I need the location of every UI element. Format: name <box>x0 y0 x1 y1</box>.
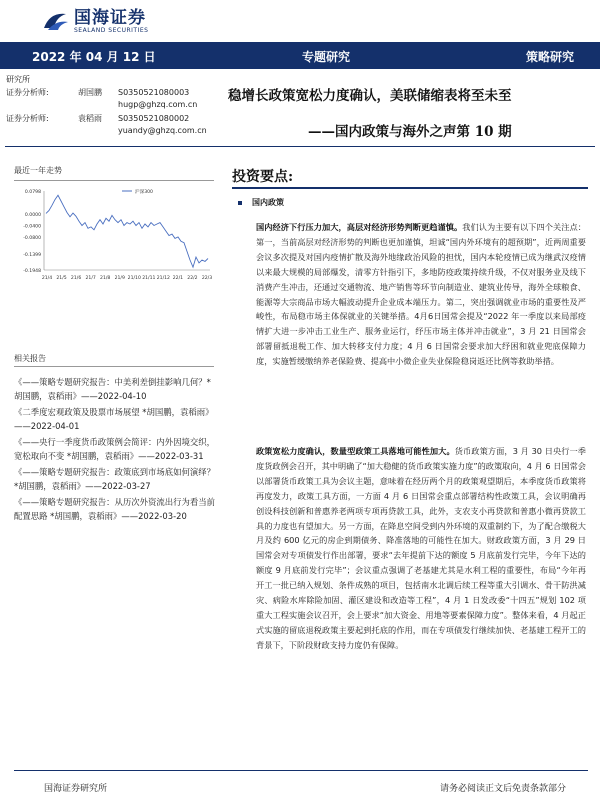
divider <box>14 770 588 771</box>
x-tick-label: 21/7 <box>85 276 96 281</box>
paragraph-1 <box>256 220 586 369</box>
x-tick-label: 22/1 <box>172 276 184 281</box>
x-tick-label: 21/11 <box>142 276 156 281</box>
related-report-item[interactable]: 《——策略专题研究报告：政策底到市场底如何演绎？*胡国鹏，袁稻雨》——2022-03-27 <box>14 467 215 491</box>
x-tick-label: 22/3 <box>201 276 213 281</box>
analyst-label: 证券分析师: <box>6 114 49 123</box>
bullet-square-icon <box>238 201 242 205</box>
analyst-email[interactable]: yuandy@ghzq.com.cn <box>118 126 207 135</box>
analyst-label: 证券分析师: <box>6 88 49 97</box>
analyst-cert: S0350521080003 <box>118 88 190 97</box>
x-tick-label: 22/2 <box>187 276 198 281</box>
analyst-cert: S0350521080002 <box>118 114 190 123</box>
y-tick-label: 0.0000 <box>24 212 41 218</box>
section-title: 国内政策 <box>252 198 284 207</box>
x-tick-label: 21/12 <box>156 276 170 281</box>
report-type: 专题研究 <box>302 50 351 64</box>
x-tick-label: 21/10 <box>127 276 141 281</box>
analyst-email[interactable]: hugp@ghzq.com.cn <box>118 100 198 109</box>
paragraph-text: 我们认为主要有以下四个关注点：第一，当前高层对经济形势的判断也更加谨慎，坦诚“国内外环境有的超预期”，近两周重要会议多次提及对国内疫情扩散及海外地缘政治风险的担忧，国内本轮疫情已成为继武汉疫情以来最大规模的局部爆发，清零方针指引下，多地防疫政策持续升级，不仅对服务业及线下消费产生冲击，还通过交通物流、地产销售等环节向制造业、建筑业传导，海外全球粮食、能源等大宗商品市场大幅波动提升企业成本端压力。第二，突出强调就业市场的重要性及严峻性，布局稳市场主体保就业的关键举措。4月6日国常会提及“2022 年一季度以来局部疫情扩大进一步冲击工业生产、服务业运行，纾压市场主体并冲击就业”，3 月 21 日国常会部署留抵退税工作、加大转移支付力度；4 月 6 日国常会要求加大纾困和就业兜底保障力度，实施暂缓缴纳养老保险费、提高中小微企业失业保险稳岗返还比例等救助举措。 <box>256 222 586 367</box>
company-logo <box>40 8 148 34</box>
logo-name: 国海证券 <box>74 7 146 28</box>
institute-label: 研究所 <box>6 75 30 84</box>
legend-label: 沪深300 <box>135 190 153 195</box>
report-title: 稳增长政策宽松力度确认，美联储缩表将至未至 <box>228 88 512 104</box>
footer-disclaimer: 请务必阅读正文后免责条款部分 <box>440 784 567 794</box>
analyst-name: 袁稻雨 <box>78 114 102 123</box>
divider <box>5 146 595 147</box>
report-category: 策略研究 <box>526 50 575 64</box>
x-tick-label: 21/6 <box>70 276 82 281</box>
paragraph-2 <box>256 444 586 653</box>
series-line <box>46 195 208 267</box>
related-report-item[interactable]: 《二季度宏观政策及股票市场展望 *胡国鹏，袁稻雨》——2022-04-01 <box>14 407 214 431</box>
related-report-item[interactable]: 《——策略专题研究报告：中美利差倒挂影响几何？*胡国鹏，袁稻雨》——2022-04-10 <box>14 377 211 401</box>
footer-institute: 国海证券研究所 <box>44 784 108 794</box>
analyst-1 <box>6 87 221 99</box>
section-heading <box>238 197 284 208</box>
y-tick-label: -0.1399 <box>23 253 41 259</box>
paragraph-text: 货币政策方面，3 月 30 日央行一季度货政例会召开，其中明确了“加大稳健的货币政策实施力度”的政策取向，4 月 6 日国常会以部署货币政策工具为会议主题，意味着在经历两个月的政策观望期后，本季度货币政策将再度发力，政策工具方面，一方面 4 月 6 日国常会重点部署结构性政策工具，会议明确再创设科技创新和普惠养老两项专项再贷款工具，此外，支农支小再贷款和普惠小微再贷款工具的力度也有望加大。另一方面，在降息空间受到内外环境的双重制约下，为了配合缴税大月及约 600 亿元的房企到期债务、降准落地的可能性在加大。财政政策方面，3 月 29 日国常会对专项债发行作出部署，要求“去年提前下达的额度 5 月底前发行完毕，今年下达的额度 9 月底前发行完毕”；会议重点强调了老基建尤其是水利工程的重要性，布局“今年再开工一批已纳入规划、条件成熟的项目，包括南水北调后续工程等重大引调水、骨干防洪减灾、病险水库除险加固、灌区建设和改造等工程”，4 月 1 日发改委“十四五”规划 102 项重大工程实施会议召开，会上要求“加大资金、用地等要素保障力度”。整体来看，4 月起正式实施的留底退税政策主要起到托底的作用，而在专项债发行继续加快、老基建工程开工的背景下，下阶段财政支持力度仍有保障。 <box>256 446 586 650</box>
sealand-logo-icon <box>40 8 70 34</box>
x-tick-label: 21/5 <box>56 276 67 281</box>
y-tick-label: -0.0800 <box>23 235 41 241</box>
divider <box>232 187 588 189</box>
analyst-2 <box>6 113 221 125</box>
x-tick-label: 21/4 <box>41 276 53 281</box>
x-tick-label: 21/8 <box>100 276 111 281</box>
y-tick-label: 0.0798 <box>24 190 41 195</box>
y-tick-label: -0.0400 <box>23 224 41 230</box>
related-report-item[interactable]: 《——央行一季度货币政策例会简评：内外因境交织，宽松取向不变 *胡国鹏，袁稻雨》——2022-03-31 <box>14 437 215 461</box>
report-subtitle: ——国内政策与海外之声第 10 期 <box>308 124 512 140</box>
divider <box>14 180 214 181</box>
x-tick-label: 21/9 <box>114 276 125 281</box>
related-reports-title: 相关报告 <box>14 354 46 363</box>
paragraph-lead: 国内经济下行压力加大，高层对经济形势判断更趋谨慎。 <box>256 222 463 232</box>
report-date: 2022 年 04 月 12 日 <box>32 50 156 64</box>
related-report-item[interactable]: 《——策略专题研究报告：从历次外资流出行为看当前配置思路 *胡国鹏，袁稻雨》——2022-03-20 <box>14 497 215 521</box>
paragraph-lead: 政策宽松力度确认，数量型政策工具落地可能性加大。 <box>256 446 455 456</box>
chart-caption: 最近一年走势 <box>14 166 62 175</box>
divider <box>14 366 214 367</box>
price-chart <box>14 186 216 286</box>
header-bar <box>0 42 600 69</box>
analyst-block <box>6 87 221 137</box>
related-reports-list <box>14 375 218 525</box>
logo-english: SEALAND SECURITIES <box>74 26 149 34</box>
investment-heading: 投资要点: <box>232 169 294 185</box>
y-tick-label: -0.1948 <box>23 269 41 274</box>
analyst-name: 胡国鹏 <box>78 88 102 97</box>
